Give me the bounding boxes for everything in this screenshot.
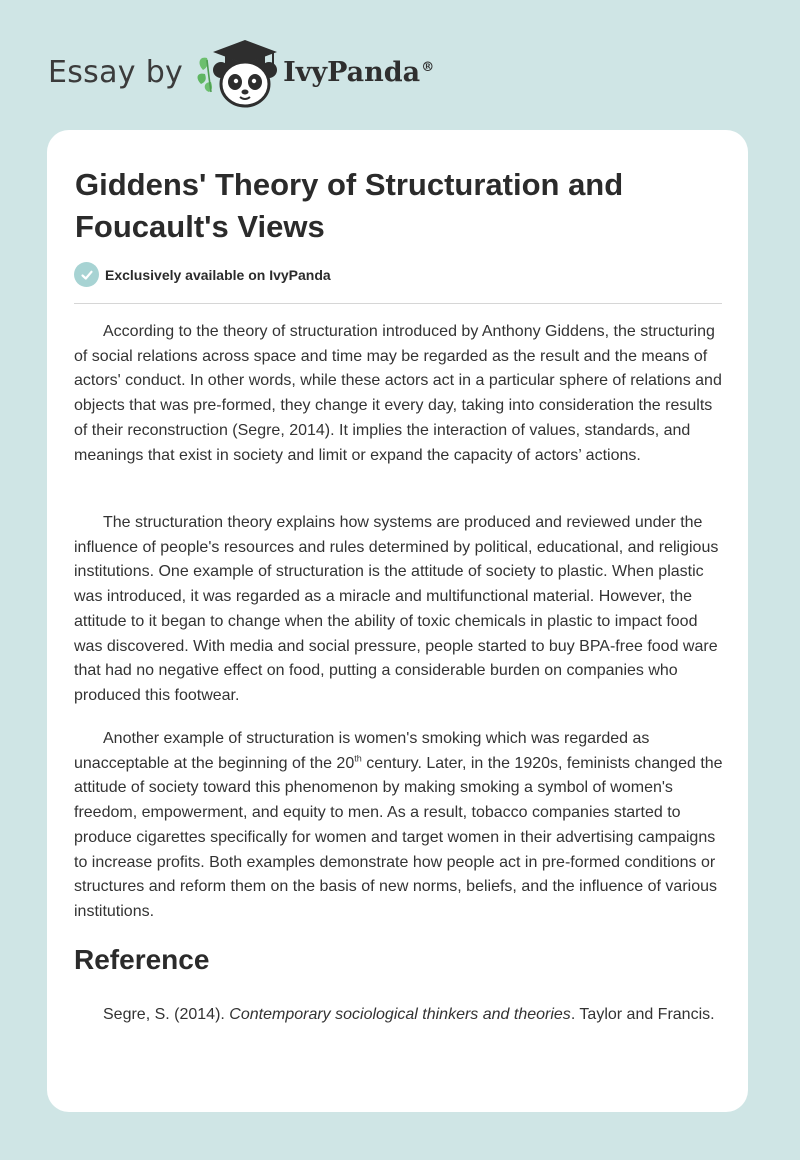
site-header bbox=[48, 34, 434, 110]
divider bbox=[74, 303, 722, 304]
page-title: Giddens' Theory of Structuration and Foucault's Views bbox=[75, 167, 624, 244]
ivypanda-logo-icon[interactable] bbox=[195, 34, 281, 110]
paragraph-2: The structuration theory explains how systems are produced and reviewed under the influence of people's resources and rules determined by political, educational, and religious institutions. One example of structuration is the attitude of society to plastic. When plastic was introduced, it was regarded as a miracle and multifunctional material. However, the attitude to it began to change when the ability of toxic chemicals in plastic to impact food was discovered. With media and social pressure, people started to buy BPA-free food ware that had no negative effect on food, putting a considerable burden on companies who produced this footwear. bbox=[74, 514, 719, 704]
brand-prefix: Essay by bbox=[48, 54, 184, 90]
paragraph-3: Another example of structuration is women's smoking which was regarded as unacceptable at the beginning of the 20th century. Later, in the 1920s, feminists changed the attitude of society toward this phenomenon by making smoking a symbol of women's freedom, empowerment, and equity to men. As a result, tobacco companies started to produce cigarettes specifically for women and target women in their advertising campaigns to increase profits. Both examples demonstrate how people act in pre-formed conditions or structures and reform them on the basis of new norms, beliefs, and the influence of various institutions. bbox=[74, 730, 723, 920]
check-icon bbox=[74, 262, 99, 287]
brand-name[interactable]: IvyPanda® bbox=[283, 56, 435, 88]
exclusive-badge bbox=[74, 262, 331, 287]
paragraph-1: According to the theory of structuration introduced by Anthony Giddens, the structuring of social relations across space and time may be regarded as the result and the means of actors' conduct. In other words, while these actors act in a particular sphere of relations and objects that was pre-formed, they change it every day, taking into consideration the results of their reconstruction (Segre, 2014). It implies the interaction of values, standards, and meanings that exist in society and limit or expand the capacity of actors’ actions. bbox=[74, 323, 722, 464]
superscript-th: th bbox=[354, 753, 362, 764]
essay-card bbox=[47, 130, 748, 1112]
registered-mark: ® bbox=[421, 59, 435, 75]
badge-label: Exclusively available on IvyPanda bbox=[105, 266, 331, 283]
reference-entry: Segre, S. (2014). Contemporary sociological thinkers and theories. Taylor and Francis. bbox=[103, 1006, 715, 1023]
reference-book-title: Contemporary sociological thinkers and theories bbox=[229, 1006, 571, 1023]
reference-heading: Reference bbox=[74, 944, 210, 975]
